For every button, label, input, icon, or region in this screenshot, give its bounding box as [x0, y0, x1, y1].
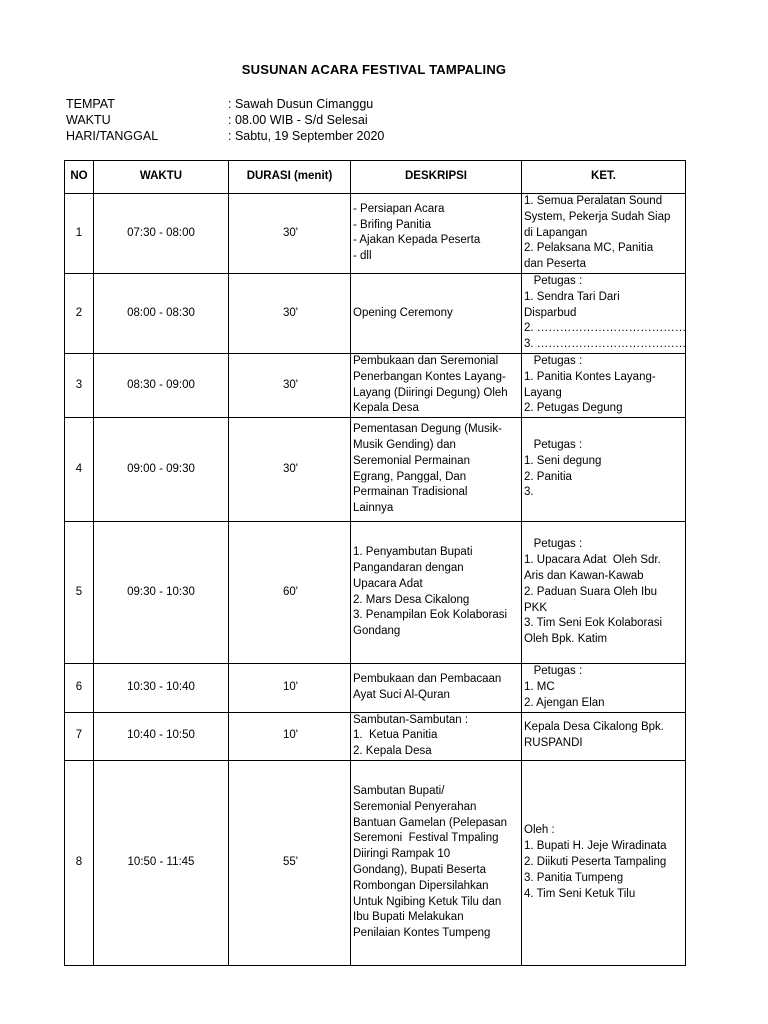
cell-deskripsi-line: - dll	[353, 250, 372, 263]
table-row	[65, 194, 686, 274]
cell-deskripsi-line: Seremonial Penyerahan	[353, 800, 477, 813]
cell-deskripsi-line: Untuk Ngibing Ketuk Tilu dan	[353, 895, 502, 908]
cell-no: 1	[65, 194, 94, 274]
cell-durasi: 10'	[229, 664, 351, 712]
cell-ket-line: 4. Tim Seni Ketuk Tilu	[524, 887, 636, 900]
cell-waktu: 10:40 - 10:50	[94, 712, 229, 760]
info-row-hari-tanggal	[66, 128, 384, 144]
cell-waktu: 07:30 - 08:00	[94, 194, 229, 274]
cell-no: 3	[65, 353, 94, 417]
cell-ket-line: 1. MC	[524, 680, 555, 693]
cell-ket	[522, 353, 686, 417]
info-value: : Sabtu, 19 September 2020	[228, 129, 385, 143]
info-label: WAKTU	[66, 113, 111, 127]
cell-ket-line: Petugas :	[524, 665, 583, 678]
info-value: : Sawah Dusun Cimanggu	[228, 97, 374, 111]
cell-ket	[522, 712, 686, 760]
table-row	[65, 418, 686, 522]
cell-deskripsi-line: Bantuan Gamelan (Pelepasan	[353, 816, 508, 829]
cell-ket-line: Petugas :	[524, 538, 583, 551]
table-row	[65, 522, 686, 664]
cell-ket-line: 3. Panitia Tumpeng	[524, 871, 624, 884]
cell-deskripsi-line: Pangandaran dengan	[353, 562, 464, 575]
cell-deskripsi-line: Diiringi Rampak 10	[353, 848, 451, 861]
cell-ket-line: Oleh :	[524, 824, 555, 837]
cell-durasi: 10'	[229, 712, 351, 760]
schedule-body	[65, 194, 686, 966]
cell-deskripsi	[351, 418, 522, 522]
header-durasi: DURASI (menit)	[229, 161, 351, 194]
cell-no: 4	[65, 418, 94, 522]
cell-ket-line: di Lapangan	[524, 226, 588, 239]
cell-ket-line: 1. Seni degung	[524, 454, 602, 467]
cell-deskripsi-line: 1. Ketua Panitia	[353, 729, 438, 742]
cell-ket-line: PKK	[524, 601, 548, 614]
cell-ket	[522, 522, 686, 664]
table-row	[65, 712, 686, 760]
cell-ket-line: Aris dan Kawan-Kawab	[524, 569, 644, 582]
cell-deskripsi-line: Kepala Desa	[353, 402, 419, 415]
cell-durasi: 30'	[229, 273, 351, 353]
cell-deskripsi	[351, 522, 522, 664]
table-row	[65, 664, 686, 712]
cell-deskripsi-line: Penilaian Kontes Tumpeng	[353, 927, 491, 940]
cell-no: 2	[65, 273, 94, 353]
info-value: : 08.00 WIB - S/d Selesai	[228, 113, 368, 127]
cell-ket	[522, 273, 686, 353]
cell-ket-line: Petugas :	[524, 354, 583, 367]
cell-waktu: 10:50 - 11:45	[94, 760, 229, 965]
cell-deskripsi-line: Opening Ceremony	[353, 306, 453, 319]
cell-no: 8	[65, 760, 94, 965]
cell-ket-line: 2. Ajengan Elan	[524, 696, 605, 709]
cell-ket-line: 2. Diikuti Peserta Tampaling	[524, 856, 667, 869]
cell-ket-line: System, Pekerja Sudah Siap	[524, 210, 671, 223]
cell-waktu: 08:00 - 08:30	[94, 273, 229, 353]
info-row-waktu	[66, 112, 384, 128]
cell-deskripsi-line: - Brifing Panitia	[353, 218, 431, 231]
cell-deskripsi-line: Layang (Diiringi Degung) Oleh	[353, 386, 508, 399]
cell-deskripsi-line: Sambutan-Sambutan :	[353, 713, 469, 726]
cell-ket-line: Kepala Desa Cikalong Bpk.	[524, 721, 664, 734]
cell-ket-line: 3. Tim Seni Eok Kolaborasi	[524, 617, 663, 630]
info-label: TEMPAT	[66, 97, 115, 111]
cell-waktu: 08:30 - 09:00	[94, 353, 229, 417]
cell-ket-line: 1. Semua Peralatan Sound	[524, 195, 663, 207]
header-deskripsi: DESKRIPSI	[351, 161, 522, 194]
cell-ket-line: RUSPANDI	[524, 737, 583, 750]
cell-ket-line: 2. Paduan Suara Oleh Ibu	[524, 585, 657, 598]
cell-waktu: 10:30 - 10:40	[94, 664, 229, 712]
cell-deskripsi-line: Penerbangan Kontes Layang-	[353, 370, 506, 383]
cell-deskripsi-line: Seremonial Permainan	[353, 454, 470, 467]
cell-ket-line: 1. Sendra Tari Dari	[524, 290, 620, 303]
cell-ket	[522, 194, 686, 274]
cell-no: 7	[65, 712, 94, 760]
cell-deskripsi-line: Ibu Bupati Melakukan	[353, 911, 464, 924]
cell-deskripsi-line: Sambutan Bupati/	[353, 784, 445, 797]
cell-deskripsi-line: Ayat Suci Al-Quran	[353, 688, 450, 701]
cell-ket	[522, 418, 686, 522]
cell-deskripsi-line: Gondang), Bupati Beserta	[353, 863, 486, 876]
cell-ket-line: Petugas :	[524, 274, 583, 287]
header-no: NO	[65, 161, 94, 194]
cell-durasi: 30'	[229, 418, 351, 522]
table-row	[65, 353, 686, 417]
cell-waktu: 09:00 - 09:30	[94, 418, 229, 522]
cell-ket-line: 3.	[524, 486, 534, 499]
cell-ket	[522, 664, 686, 712]
cell-ket-line: 2. Panitia	[524, 470, 572, 483]
cell-no: 6	[65, 664, 94, 712]
cell-ket-line: Layang	[524, 386, 562, 399]
cell-deskripsi	[351, 712, 522, 760]
cell-ket-line: 3. …………………………………	[524, 338, 687, 351]
cell-ket-line: 2. Petugas Degung	[524, 402, 623, 415]
cell-deskripsi-line: - Persiapan Acara	[353, 202, 445, 215]
cell-ket-line: dan Peserta	[524, 258, 587, 271]
cell-durasi: 30'	[229, 353, 351, 417]
cell-deskripsi	[351, 194, 522, 274]
cell-deskripsi-line: Pembukaan dan Seremonial	[353, 354, 499, 367]
cell-ket-line: Petugas :	[524, 439, 583, 452]
cell-deskripsi-line: Permainan Tradisional	[353, 486, 468, 499]
cell-deskripsi-line: 3. Penampilan Eok Kolaborasi	[353, 609, 508, 622]
cell-durasi: 55'	[229, 760, 351, 965]
header-waktu: WAKTU	[94, 161, 229, 194]
cell-ket-line: 1. Upacara Adat Oleh Sdr.	[524, 554, 661, 567]
cell-no: 5	[65, 522, 94, 664]
cell-deskripsi	[351, 664, 522, 712]
table-header-row	[65, 161, 686, 194]
cell-deskripsi-line: 2. Kepala Desa	[353, 745, 432, 758]
cell-deskripsi-line: Pembukaan dan Pembacaan	[353, 673, 502, 686]
cell-durasi: 60'	[229, 522, 351, 664]
cell-deskripsi	[351, 760, 522, 965]
cell-deskripsi-line: Seremoni Festival Tmpaling	[353, 832, 499, 845]
document-title: SUSUNAN ACARA FESTIVAL TAMPALING	[241, 62, 507, 77]
cell-deskripsi-line: Pementasan Degung (Musik-	[353, 423, 502, 436]
cell-deskripsi-line: Musik Gending) dan	[353, 439, 456, 452]
header-ket: KET.	[522, 161, 686, 194]
cell-ket-line: 2. Pelaksana MC, Panitia	[524, 242, 654, 255]
cell-deskripsi-line: 2. Mars Desa Cikalong	[353, 593, 470, 606]
cell-deskripsi-line: Rombongan Dipersilahkan	[353, 879, 489, 892]
cell-ket-line: 2. …………………………………	[524, 322, 687, 335]
event-info	[66, 96, 384, 144]
info-row-tempat	[66, 96, 384, 112]
table-row	[65, 760, 686, 965]
cell-deskripsi-line: Egrang, Panggal, Dan	[353, 470, 467, 483]
cell-ket	[522, 760, 686, 965]
cell-durasi: 30'	[229, 194, 351, 274]
info-label: HARI/TANGGAL	[66, 129, 159, 143]
cell-ket-line: 1. Bupati H. Jeje Wiradinata	[524, 840, 667, 853]
cell-deskripsi-line: 1. Penyambutan Bupati	[353, 546, 473, 559]
cell-deskripsi-line: - Ajakan Kepada Peserta	[353, 234, 481, 247]
schedule-table	[64, 160, 686, 966]
cell-deskripsi-line: Gondang	[353, 625, 401, 638]
cell-deskripsi	[351, 353, 522, 417]
cell-waktu: 09:30 - 10:30	[94, 522, 229, 664]
cell-ket-line: 1. Panitia Kontes Layang-	[524, 370, 656, 383]
cell-deskripsi	[351, 273, 522, 353]
cell-deskripsi-line: Lainnya	[353, 502, 394, 515]
cell-deskripsi-line: Upacara Adat	[353, 577, 423, 590]
table-row	[65, 273, 686, 353]
cell-ket-line: Oleh Bpk. Katim	[524, 633, 608, 646]
cell-ket-line: Disparbud	[524, 306, 577, 319]
